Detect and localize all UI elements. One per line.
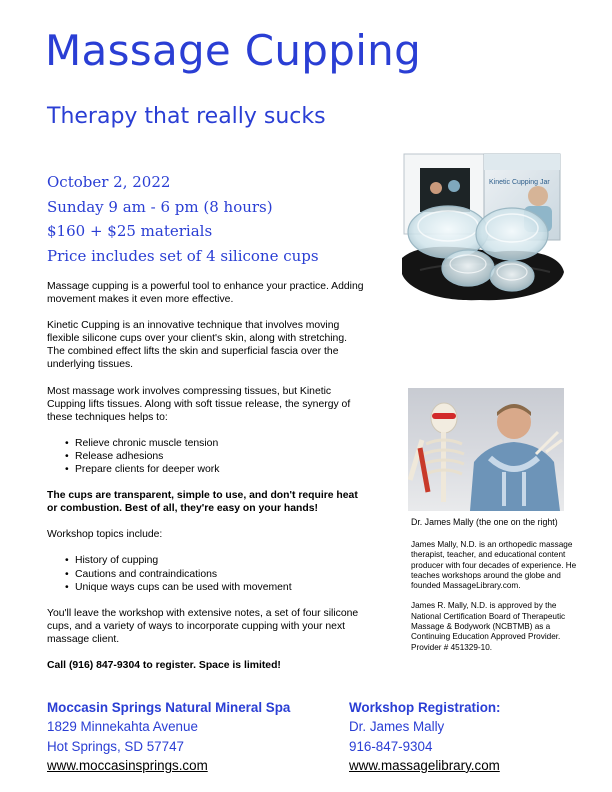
intro-paragraph: Massage cupping is a powerful tool to enhance your practice. Adding movement makes it even more effective. — [47, 281, 364, 306]
registration-name: Dr. James Mally — [349, 719, 445, 735]
lifts-tissues-paragraph: Most massage work involves compressing tissues, but Kinetic Cupping lifts tissues. Along with soft tissue release, the synergy of these techniques helps to: — [47, 385, 351, 423]
instructor-bio — [411, 540, 586, 663]
list-item: • Relieve chronic muscle tension — [67, 437, 365, 450]
venue-street: 1829 Minnekahta Avenue — [47, 719, 198, 735]
takeaways-paragraph: You'll leave the workshop with extensive notes, a set of four silicone cups, and a variety of ways to incorporate cupping with your next massage client. — [47, 607, 359, 645]
photo-caption: Dr. James Mally (the one on the right) — [411, 517, 558, 527]
event-date: October 2, 2022 — [47, 173, 171, 191]
topics-list — [47, 554, 365, 593]
list-item: • Prepare clients for deeper work — [67, 463, 365, 476]
kinetic-cupping-paragraph: Kinetic Cupping is an innovative technique that involves moving flexible silicone cups over your client's skin, along with stretching. The combined effect lifts the skin and superficial fascia over the underlying tissues. — [47, 320, 347, 371]
event-price: $160 + $25 materials — [47, 222, 213, 240]
registration-contact — [349, 698, 501, 775]
list-item: • Release adhesions — [67, 450, 365, 463]
cupping-kit-photo — [400, 150, 565, 315]
page-subtitle: Therapy that really sucks — [47, 104, 326, 129]
registration-phone: 916-847-9304 — [349, 738, 433, 754]
event-time: Sunday 9 am - 6 pm (8 hours) — [47, 197, 273, 216]
event-details — [47, 170, 319, 268]
venue-website-link[interactable]: www.moccasinsprings.com — [47, 757, 208, 773]
venue-contact — [47, 698, 290, 775]
event-includes: Price includes set of 4 silicone cups — [47, 246, 319, 265]
list-item: • History of cupping — [67, 554, 365, 567]
page-title: Massage Cupping — [45, 26, 422, 75]
list-item: • Cautions and contraindications — [67, 568, 365, 581]
registration-heading: Workshop Registration: — [349, 700, 501, 715]
venue-name: Moccasin Springs Natural Mineral Spa — [47, 700, 291, 715]
list-item: • Unique ways cups can be used with movement — [67, 581, 365, 594]
venue-city: Hot Springs, SD 57747 — [47, 738, 184, 754]
certification-paragraph: James R. Mally, N.D. is approved by the National Certification Board of Therapeutic Massage & Bodywork (NCBTMB) as a Continuing Education Approved Provider. Provider # 451329-10. — [411, 601, 566, 652]
registration-website-link[interactable]: www.massagelibrary.com — [349, 757, 500, 773]
register-call-to-action: Call (916) 847-9304 to register. Space is limited! — [47, 659, 281, 671]
product-box-label: Kinetic Cupping Jar — [489, 179, 550, 186]
cups-highlight-paragraph: The cups are transparent, simple to use, and don't require heat or combustion. Best of all, they're easy on your hands! — [47, 490, 358, 515]
workshop-description — [47, 280, 365, 685]
topics-intro: Workshop topics include: — [47, 529, 163, 541]
bio-paragraph: James Mally, N.D. is an orthopedic massage therapist, teacher, and educational content producer with four decades of experience. He teaches workshops around the globe and founded MassageLibrary.com. — [411, 540, 577, 591]
benefits-list — [47, 437, 365, 476]
instructor-photo — [408, 388, 564, 511]
